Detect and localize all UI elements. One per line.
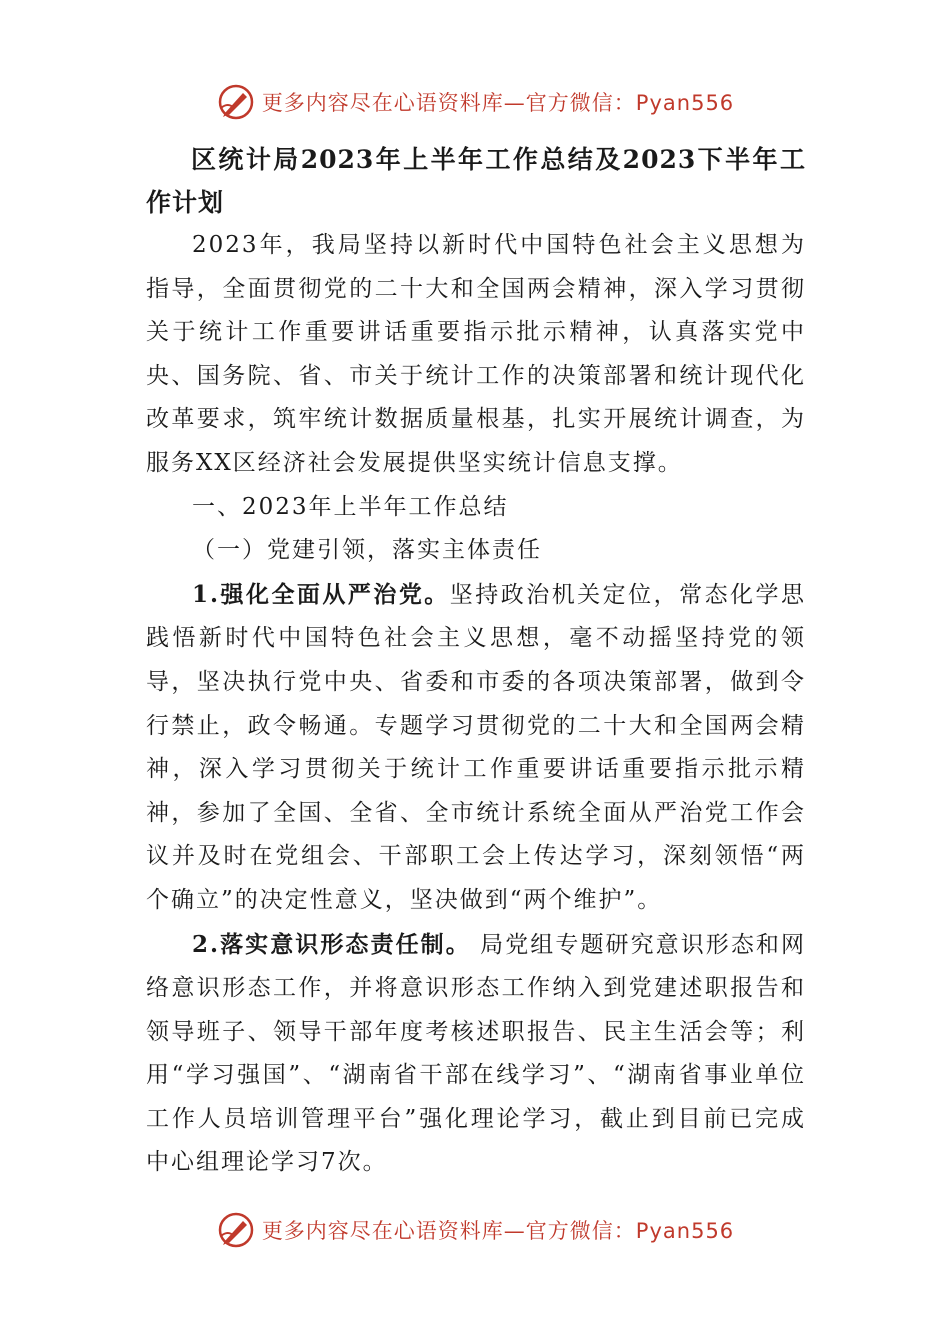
item-2-body: 局党组专题研究意识形态和网络意识形态工作，并将意识形态工作纳入到党建述职报告和领导班子、领导干部年度考核述职报告、民主生活会等；利用“学习强国”、“湖南省干部在线学习”、“湖南省事业单位工作人员培训管理平台”强化理论学习，截止到目前已完成中心组理论学习7次。 [146,931,806,1176]
watermark-banner-top [0,80,950,124]
watermark-banner-bottom [0,1208,950,1252]
pen-seal-icon [216,82,256,122]
document-title: 区统计局2023年上半年工作总结及2023下半年工作计划 [146,145,806,217]
subsection-heading: （一）党建引领，落实主体责任 [192,537,542,564]
item-1-lead: 1.强化全面从严治党。 [192,580,450,608]
pen-seal-icon [216,1210,256,1250]
item-2-lead: 2.落实意识形态责任制。 [192,930,471,958]
intro-paragraph: 2023年，我局坚持以新时代中国特色社会主义思想为指导，全面贯彻党的二十大和全国两会精神，深入学习贯彻关于统计工作重要讲话重要指示批示精神，认真落实党中央、国务院、省、市关于统计工作的决策部署和统计现代化改革要求，筑牢统计数据质量根基，扎实开展统计调查，为服务XX区经济社会发展提供坚实统计信息支撑。 [146,232,806,476]
item-paragraph-1 [146,573,806,923]
watermark-text-top: 更多内容尽在心语资料库—官方微信：Pyan556 [261,91,735,115]
document-body [146,138,806,1185]
item-paragraph-2 [146,923,806,1186]
watermark-text-bottom: 更多内容尽在心语资料库—官方微信：Pyan556 [261,1219,735,1243]
section-heading: 一、2023年上半年工作总结 [192,493,509,520]
item-1-body: 坚持政治机关定位，常态化学思践悟新时代中国特色社会主义思想，毫不动摇坚持党的领导，坚决执行党中央、省委和市委的各项决策部署，做到令行禁止，政令畅通。专题学习贯彻党的二十大和全国两会精神，深入学习贯彻关于统计工作重要讲话重要指示批示精神，参加了全国、全省、全市统计系统全面从严治党工作会议并及时在党组会、干部职工会上传达学习，深刻领悟“两个确立”的决定性意义，坚决做到“两个维护”。 [146,581,807,913]
